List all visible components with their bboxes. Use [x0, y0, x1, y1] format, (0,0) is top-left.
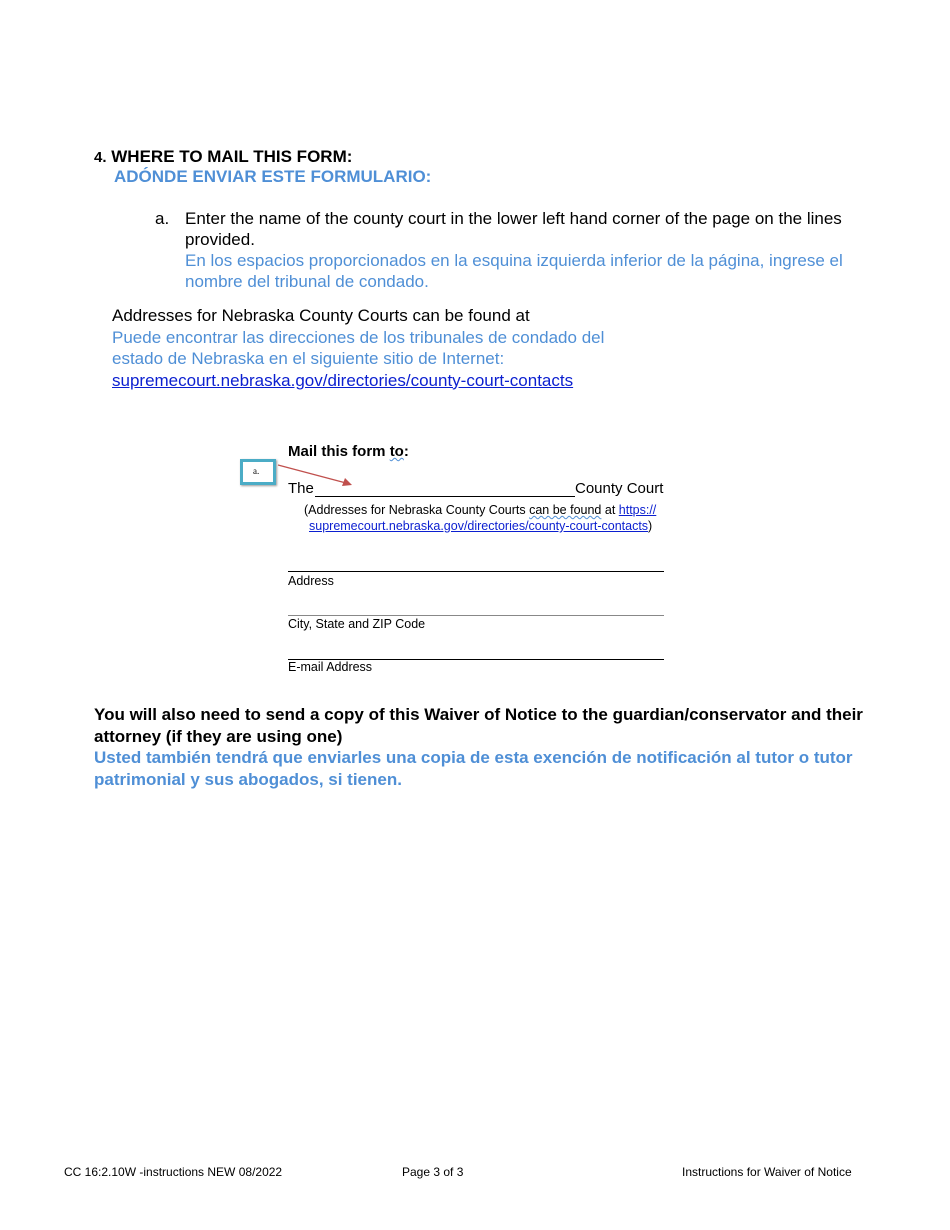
addresses-text: Addresses for Nebraska County Courts can be found at: [112, 306, 530, 325]
form-note-link: supremecourt.nebraska.gov/directories/county-court-contacts: [309, 519, 649, 533]
county-court-label: County Court: [575, 480, 664, 497]
the-label: The: [288, 480, 314, 497]
section-title-spanish: ADÓNDE ENVIAR ESTE FORMULARIO:: [114, 167, 432, 186]
form-note-link-start: https://: [618, 503, 657, 517]
callout-arrow: [270, 455, 360, 495]
section-number: 4.: [94, 149, 107, 166]
also-send-copy-text: You will also need to send a copy of this Waiver of Notice to the guardian/conservator and their attorney (if they are using one): [94, 705, 863, 746]
also-send-copy: [94, 704, 904, 790]
callout-box: a.: [240, 459, 276, 485]
city-state-zip-line: [288, 615, 664, 616]
footer-doc-title: Instructions for Waiver of Notice: [682, 1165, 852, 1179]
email-label: E-mail Address: [288, 660, 373, 674]
item-a: [185, 208, 845, 292]
address-label: Address: [288, 574, 334, 588]
county-court-contacts-link[interactable]: supremecourt.nebraska.gov/directories/county-court-contacts: [112, 370, 574, 390]
section-heading: [94, 146, 352, 168]
also-send-copy-text-spanish: Usted también tendrá que enviarles una copia de esta exención de notificación al tutor o tutor patrimonial y sus abogados, si tienen.: [94, 748, 853, 789]
addresses-text-spanish-2: estado de Nebraska en el siguiente sitio de Internet:: [112, 349, 505, 368]
footer-page-number: Page 3 of 3: [402, 1165, 464, 1179]
section-title: WHERE TO MAIL THIS FORM:: [111, 147, 353, 166]
footer-form-id: CC 16:2.10W -instructions NEW 08/2022: [64, 1165, 283, 1179]
item-a-text: Enter the name of the county court in the lower left hand corner of the page on the lines provided.: [185, 209, 842, 249]
city-state-zip-label: City, State and ZIP Code: [288, 617, 426, 631]
form-example-note: (Addresses for Nebraska County Courts can be found at https:// supremecourt.nebraska.gov/directories/county-court-contacts): [304, 503, 657, 533]
item-a-letter: a.: [155, 209, 170, 228]
addresses-block: [112, 305, 604, 391]
address-line: [288, 571, 664, 572]
addresses-text-spanish-1: Puede encontrar las direcciones de los tribunales de condado del: [112, 327, 605, 347]
form-example-title: Mail this form to:: [288, 443, 409, 460]
county-court-name-line: [315, 496, 575, 497]
item-a-text-spanish: En los espacios proporcionados en la esquina izquierda inferior de la página, ingrese el nombre del tribunal de condado.: [185, 251, 843, 291]
